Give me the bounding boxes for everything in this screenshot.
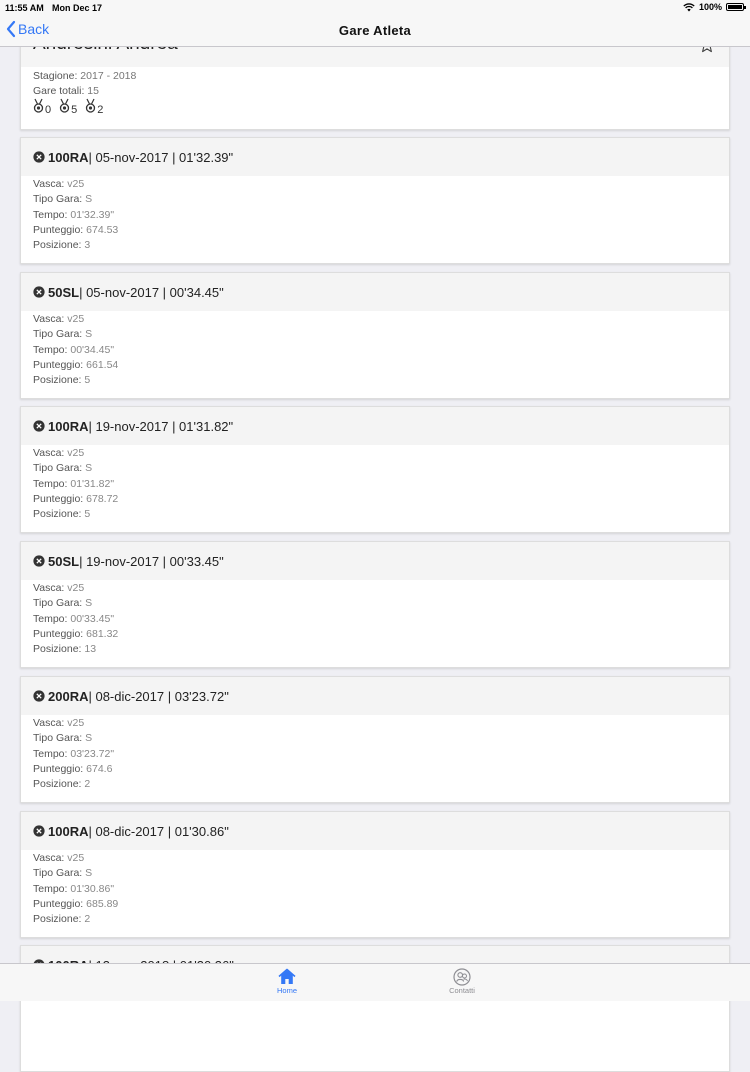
tipo-value: S [85,462,93,475]
race-card [20,541,730,668]
status-time: 11:55 AM [5,3,44,13]
punteggio-value: 685.89 [86,897,119,910]
tempo-label: Tempo: [33,612,68,625]
medal-silver-icon [59,99,70,113]
race-details [21,850,729,927]
punteggio-label: Punteggio: [33,762,84,775]
posizione-value: 2 [84,913,91,926]
tipo-label: Tipo Gara: [33,732,83,745]
tab-contatti[interactable] [422,968,502,995]
vasca-label: Vasca: [33,313,65,325]
tempo-label: Tempo: [33,343,68,356]
total-races-row [33,84,136,99]
race-header[interactable] [21,407,729,445]
posizione-label: Posizione: [33,239,82,252]
silver-count: 5 [71,104,78,116]
tempo-value: 00'34.45" [70,343,115,356]
close-circle-icon[interactable] [33,286,45,298]
back-label: Back [18,21,50,37]
race-summary: | 05-nov-2017 | 01'32.39" [88,149,234,165]
tempo-label: Tempo: [33,747,68,760]
vasca-value: v25 [67,313,85,325]
tempo-value: 01'30.86" [70,882,115,895]
close-circle-icon[interactable] [33,690,45,702]
bronze-medal [85,99,104,116]
race-summary: | 08-dic-2017 | 03'23.72" [88,688,229,704]
race-card [20,272,730,399]
punteggio-value: 674.6 [86,762,113,775]
navigation-bar [0,16,750,47]
total-races-value: 15 [87,85,99,97]
race-summary: | 05-nov-2017 | 00'34.45" [79,284,224,300]
punteggio-label: Punteggio: [33,897,84,910]
home-icon [278,968,296,985]
tempo-label: Tempo: [33,882,68,895]
posizione-value: 3 [84,239,91,252]
race-summary: | 19-nov-2017 | 00'33.45" [79,553,224,569]
medal-counts [33,99,104,116]
race-details [21,715,729,792]
tipo-value: S [85,732,93,745]
race-details [21,445,729,522]
season-row [33,69,136,84]
punteggio-value: 681.32 [86,627,119,640]
race-code: 100RA [48,823,89,839]
posizione-label: Posizione: [33,508,82,521]
race-header[interactable] [21,542,729,580]
vasca-label: Vasca: [33,447,65,459]
bronze-count: 2 [97,104,104,116]
tipo-label: Tipo Gara: [33,328,83,341]
status-date: Mon Dec 17 [52,3,103,13]
tipo-value: S [85,328,93,341]
race-summary: | 19-nov-2017 | 01'31.82" [88,418,234,434]
tipo-value: S [85,867,93,880]
season-label: Stagione: [33,70,78,82]
race-card [20,137,730,264]
vasca-value: v25 [67,447,85,459]
tempo-value: 00'33.45" [70,612,115,625]
status-right [683,2,744,12]
tab-home[interactable] [247,968,327,995]
tipo-value: S [85,193,93,206]
race-card [20,406,730,533]
race-header[interactable] [21,812,729,850]
race-code: 50SL [48,553,80,569]
tab-contatti-label: Contatti [449,986,475,995]
athlete-info [33,69,136,99]
tipo-label: Tipo Gara: [33,462,83,475]
punteggio-label: Punteggio: [33,627,84,640]
status-bar [0,0,750,16]
close-circle-icon[interactable] [33,555,45,567]
posizione-label: Posizione: [33,643,82,656]
tempo-value: 03'23.72" [70,747,115,760]
vasca-value: v25 [67,178,85,190]
contacts-icon [453,968,471,986]
posizione-value: 5 [84,508,91,521]
posizione-value: 2 [84,778,91,791]
vasca-label: Vasca: [33,852,65,864]
vasca-value: v25 [67,852,85,864]
tab-bar [0,963,750,1001]
battery-percent: 100% [698,2,722,12]
race-code: 50SL [48,284,80,300]
race-header[interactable] [21,138,729,176]
punteggio-value: 674.53 [86,223,119,236]
tempo-label: Tempo: [33,208,68,221]
vasca-label: Vasca: [33,717,65,729]
vasca-value: v25 [67,582,85,594]
tempo-value: 01'32.39" [70,208,115,221]
gold-count: 0 [45,104,52,116]
medal-bronze-icon [85,99,96,113]
vasca-label: Vasca: [33,582,65,594]
tipo-label: Tipo Gara: [33,597,83,610]
tipo-label: Tipo Gara: [33,193,83,206]
posizione-label: Posizione: [33,778,82,791]
punteggio-value: 678.72 [86,492,119,505]
tipo-label: Tipo Gara: [33,867,83,880]
vasca-label: Vasca: [33,178,65,190]
posizione-value: 13 [84,643,97,656]
battery-icon [726,3,744,11]
race-summary: | 08-dic-2017 | 01'30.86" [88,823,229,839]
race-header[interactable] [21,677,729,715]
race-code: 100RA [48,149,89,165]
close-circle-icon[interactable] [33,151,45,163]
season-value: 2017 - 2018 [80,70,137,82]
race-details [21,311,729,388]
gold-medal [33,99,52,116]
race-code: 100RA [48,418,89,434]
punteggio-label: Punteggio: [33,358,84,371]
posizione-label: Posizione: [33,374,82,387]
wifi-icon [683,3,695,12]
posizione-value: 5 [84,374,91,387]
close-circle-icon[interactable] [33,825,45,837]
tipo-value: S [85,597,93,610]
race-header[interactable] [21,273,729,311]
tempo-value: 01'31.82" [70,477,115,490]
race-code: 200RA [48,688,89,704]
close-circle-icon[interactable] [33,420,45,432]
punteggio-label: Punteggio: [33,223,84,236]
tab-home-label: Home [276,986,297,995]
posizione-label: Posizione: [33,913,82,926]
punteggio-value: 661.54 [86,358,119,371]
punteggio-label: Punteggio: [33,492,84,505]
silver-medal [59,99,78,116]
race-card [20,676,730,803]
vasca-value: v25 [67,717,85,729]
race-details [21,176,729,253]
race-details [21,580,729,657]
total-races-label: Gare totali: [33,85,85,97]
race-card [20,811,730,938]
medal-gold-icon [33,99,44,113]
tempo-label: Tempo: [33,477,68,490]
page-title: Gare Atleta [338,23,412,38]
